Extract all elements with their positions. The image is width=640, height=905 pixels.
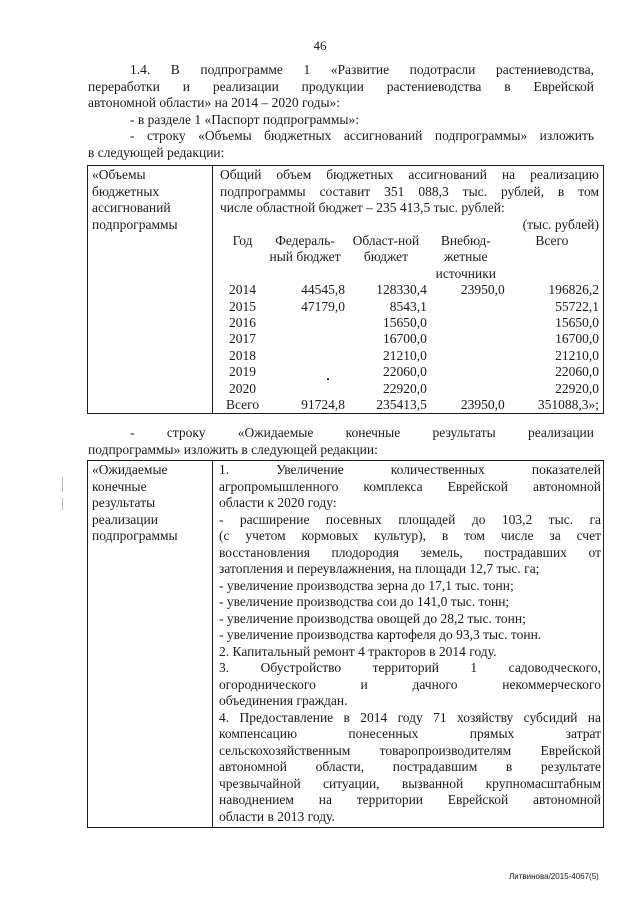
cell-regional: 16700,0 xyxy=(383,331,427,347)
cell-federal xyxy=(265,315,345,331)
label-line: подпрограммы xyxy=(92,216,178,232)
cell-federal: 44545,8 xyxy=(301,282,345,298)
cell-year: 2020 xyxy=(229,380,257,396)
scan-speck xyxy=(327,378,329,380)
page-number: 46 xyxy=(313,38,327,53)
cell-year: 2019 xyxy=(229,364,257,380)
cell-regional: 21210,0 xyxy=(383,347,427,363)
financing-row xyxy=(220,315,599,331)
cell-regional: 15650,0 xyxy=(383,315,427,331)
label-line: ассигнований xyxy=(92,200,171,215)
cell-year: 2017 xyxy=(229,331,257,347)
margin-mark xyxy=(62,498,63,510)
result-line: 4. Предоставление в 2014 году 71 хозяйству субсидий на xyxy=(219,709,601,725)
result-line: (с учетом кормовых культур), в том числе за счет xyxy=(219,528,601,543)
result-line: агропромышленного комплекса Еврейской автономной xyxy=(219,478,601,494)
header-regional xyxy=(345,233,427,282)
result-line: компенсацию понесенных прямых затрат xyxy=(219,726,601,741)
result-line: - увеличение производства картофеля до 93,3 тыс. тонн. xyxy=(219,627,542,642)
cell-extra xyxy=(427,299,505,315)
header-extra xyxy=(427,233,505,282)
cell-extra xyxy=(427,364,505,380)
intro-line: автономной области» на 2014 – 2020 годы»: xyxy=(88,95,341,110)
header-total: Всего xyxy=(535,233,569,248)
budget-table xyxy=(87,165,604,414)
unit-label: (тыс. рублей) xyxy=(522,216,599,232)
financing-row xyxy=(220,364,599,380)
result-line: наводнением на территории Еврейской автономной xyxy=(219,792,601,807)
result-line: - увеличение производства овощей до 28,2 тыс. тонн; xyxy=(219,610,526,626)
financing-row xyxy=(220,331,599,347)
result-line: восстановления плодородия земель, пострадавших от xyxy=(219,544,601,560)
financing-table xyxy=(220,233,599,413)
cell-federal xyxy=(265,331,345,347)
label-line: результаты xyxy=(92,495,156,510)
cell-federal xyxy=(265,364,345,380)
financing-row xyxy=(220,299,599,315)
header-regional-text: Област-ной бюджет xyxy=(352,233,420,265)
financing-row xyxy=(220,381,599,397)
budget-text-line: подпрограммы составит 351 088,3 тыс. рублей, в том xyxy=(220,183,599,199)
margin-mark xyxy=(62,478,63,492)
financing-row xyxy=(220,348,599,364)
header-federal xyxy=(265,233,345,282)
result-line: - увеличение производства зерна до 17,1 тыс. тонн; xyxy=(219,577,514,593)
cell-total: 16700,0 xyxy=(555,331,599,347)
cell-extra: 23950,0 xyxy=(460,397,505,413)
results-label-cell xyxy=(88,461,213,828)
cell-total: 196826,2 xyxy=(548,282,599,298)
second-paragraph xyxy=(88,425,594,458)
result-line: - увеличение производства сои до 141,0 тыс. тонн; xyxy=(219,594,510,609)
result-line: чрезвычайной ситуации, вызванной крупномасштабным xyxy=(219,775,601,791)
result-line: сельскохозяйственным товаропроизводителям Еврейской xyxy=(219,742,601,758)
cell-total: 22060,0 xyxy=(555,364,599,380)
result-line: огороднического и дачного некоммерческого xyxy=(219,676,601,692)
result-line: 2. Капитальный ремонт 4 тракторов в 2014 году. xyxy=(219,643,497,659)
result-line: области в 2013 году. xyxy=(219,808,335,824)
result-line: области к 2020 году: xyxy=(219,495,337,510)
results-table xyxy=(87,460,604,828)
cell-federal xyxy=(265,381,345,397)
result-line: 1. Увеличение количественных показателей xyxy=(219,462,601,477)
cell-total: 15650,0 xyxy=(555,315,599,331)
cell-extra: 23950,0 xyxy=(460,282,505,298)
cell-year: Всего xyxy=(225,397,260,413)
cell-federal xyxy=(265,348,345,364)
results-content-cell xyxy=(213,461,604,828)
cell-regional: 22920,0 xyxy=(383,380,427,396)
budget-text-line: Общий объем бюджетных ассигнований на реализацию xyxy=(220,167,599,182)
result-line: автономной области, пострадавшим в результате xyxy=(219,759,601,774)
cell-regional: 8543,1 xyxy=(389,298,427,314)
cell-total: 351088,3»; xyxy=(537,397,599,413)
intro-line: в следующей редакции: xyxy=(88,144,225,160)
cell-year: 2015 xyxy=(229,298,257,314)
result-line: - расширение посевных площадей до 103,2 тыс. га xyxy=(219,511,601,527)
header-year: Год xyxy=(232,233,253,248)
label-line: подпрограммы xyxy=(92,528,178,543)
budget-text-line: числе областной бюджет – 235 413,5 тыс. рублей: xyxy=(220,200,505,215)
cell-total: 55722,1 xyxy=(555,298,599,314)
cell-total: 22920,0 xyxy=(555,380,599,396)
result-line: затопления и переувлажнения, на площади 12,7 тыс. га; xyxy=(219,561,540,576)
financing-body xyxy=(220,282,599,413)
cell-extra xyxy=(427,381,505,397)
cell-extra xyxy=(427,348,505,364)
financing-row xyxy=(220,397,599,413)
intro-line: переработки и реализации продукции растениеводства в Еврейской xyxy=(88,78,594,94)
intro-paragraph xyxy=(88,62,594,161)
intro-line: - строку «Объемы бюджетных ассигнований подпрограммы» изложить xyxy=(130,128,594,143)
mid-line: подпрограммы» изложить в следующей редакции: xyxy=(88,441,378,457)
cell-year: 2018 xyxy=(229,347,257,363)
cell-regional: 235413,5 xyxy=(376,397,427,413)
mid-line: - строку «Ожидаемые конечные результаты реализации xyxy=(130,425,594,440)
result-line: 3. Обустройство территорий 1 садоводческого, xyxy=(219,660,601,675)
intro-line: - в разделе 1 «Паспорт подпрограммы»: xyxy=(130,111,359,127)
cell-federal: 47179,0 xyxy=(301,298,345,314)
header-extra-text: Внебюд-жетные источники xyxy=(435,233,496,281)
cell-extra xyxy=(427,315,505,331)
label-line: «Ожидаемые xyxy=(92,462,168,477)
budget-label-cell xyxy=(88,166,213,414)
cell-total: 21210,0 xyxy=(555,347,599,363)
label-line: бюджетных xyxy=(92,183,160,199)
cell-extra xyxy=(427,331,505,347)
budget-content-cell xyxy=(213,166,604,414)
label-line: «Объемы xyxy=(92,167,146,182)
cell-regional: 128330,4 xyxy=(376,282,427,298)
label-line: реализации xyxy=(92,511,158,527)
cell-regional: 22060,0 xyxy=(383,364,427,380)
cell-year: 2014 xyxy=(229,282,257,298)
cell-year: 2016 xyxy=(229,315,257,331)
intro-line: 1.4. В подпрограмме 1 «Развитие подотрасли растениеводства, xyxy=(130,62,594,77)
header-federal-text: Федераль-ный бюджет xyxy=(269,233,341,265)
result-line: объединения граждан. xyxy=(219,693,348,708)
label-line: конечные xyxy=(92,478,147,494)
financing-row xyxy=(220,282,599,298)
cell-federal: 91724,8 xyxy=(301,397,345,413)
financing-header-row xyxy=(220,233,599,282)
footer-reference: Литвинова/2015-4067(5) xyxy=(509,872,599,881)
